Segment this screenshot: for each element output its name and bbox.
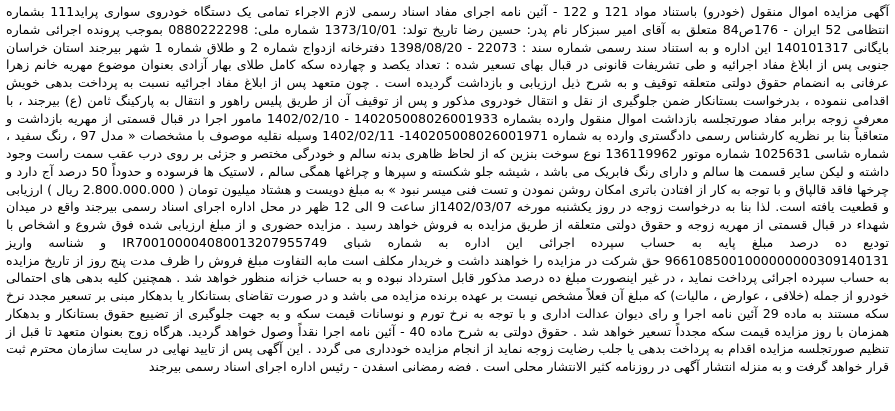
notice-body-text: آگهی مزایده اموال منقول (خودرو) باستناد مواد 121 و 122 - آئین نامه اجرای مفاد اسناد رسمی لازم الاجراء تمامی یک دستگاه خودروی سواری پراید111 بشماره انتظامی 52 ایران - 176ص84 متعلق به آقای امیر سبزکار نام پدر: حسین رضا تاریخ تولد: 1373/10/01 شماره ملی: 0880222298 بموجب پرونده اجرائی شماره بایگانی 140101317 این اداره و به استناد سند رسمی شماره سند : 22073 - 1398/08/20 دفترخانه ازدواج شماره 2 و طلاق شماره 1 شهر بیرجند استان خراسان جنوبی پس از ابلاغ مفاد اجرائیه و طی تشریفات قانونی در قبال بهای تسعیر شده : تعداد یکصد و چهارده سکه کامل طلای بهار آزادی بعنوان موضوع مهریه خانم زهرا عرفانی به انضمام حقوق دولتی متعلقه توقیف و به شرح ذیل ارزیابی و بازداشت گردیده است . چون متعهد پس از ابلاغ مفاد اجرائیه نسبت به پرداخت بدهی خویش اقدامی ننموده ، بدرخواست بستانکار ضمن جلوگیری از نقل و انتقال خودروی مذکور و پس از توقیف آن از طریق پلیس راهور و انتقال به پارکینگ ثامن (ع) بیرجند ، با معرفی زوجه برابر مفاد صورتجلسه بازداشت اموال منقول وارده بشماره 140205008026001933 - 1402/02/10 مامور اجرا در قبال قسمتی از مهریه بازداشت و متعاقباً بنا بر نظریه کارشناس رسمی دادگستری وارده به شماره 140205008026001971- 1402/02/11 وسیله نقلیه موصوف با مشخصات « مدل 97 ، رنگ سفید ، شماره شاسی 1025631 شماره موتور 136119962 نوع سوخت بنزین که از لحاظ ظاهری بدنه سالم و خودرگی مختصر و جزئی بر روی درب عقب سمت راست وجود داشته و لیکن سایر قسمت ها سالم و دارای رنگ فابریک می باشد ، شیشه جلو شکسته و سپرها و چراغها همگی سالم ، لاستیک ها فرسوده و حدوداً 50 درصد آج دارد و چرخها فاقد قالپاق و با توجه به کار از افتادن باتری امکان روشن نمودن و تست فنی میسر نبود » به مبلغ دویست و هشتاد میلیون تومان ( 2.800.000.000 ریال ) ارزیابی و قطعیت یافته است. لذا بنا به درخواست زوجه در روز یکشنبه مورخه 1402/03/07از ساعت 9 الی 12 ظهر در محل اداره اجرای اسناد رسمی بیرجند واقع در میدان شهداء در قبال قسمتی از مهریه زوجه و حقوق دولتی متعلقه از طریق مزایده به فروش خواهد رسید . مزایده حضوری و از مبلغ ارزیابی شده فوق شروع و اشخاص با تودیع ده درصد مبلغ پایه به حساب سپرده اجرائی این اداره به شماره شبای IR700100004080013207955749 و شناسه واریز 9661085001000000000309140131 حق شرکت در مزایده را خواهند داشت و خریدار مکلف است مابه التفاوت مبلغ فروش را ظرف مدت پنج روز از تاریخ مزایده به حساب سپرده اجرائی پرداخت نماید ، در غیر اینصورت مبلغ ده درصد مذکور قابل استرداد نبوده و به حساب خزانه منظور خواهد شد . همچنین کلیه بدهی های احتمالی خودرو از جمله (خلافی ، عوارض ، مالیات) که مبلغ آن فعلاً مشخص نیست بر عهده برنده مزایده می باشد و در صورت تقاضای بستانکار یا بدهکار مبنی بر تسعیر مجدد نرخ سکه مستند به ماده 29 آئین نامه اجرا و رای دیوان عدالت اداری و با توجه به نرخ تورم و نوسانات قیمت سکه و به جهت جلوگیری از تضییع حقوق بستانکار و بدهکار همزمان با روز مزایده قیمت سکه مجدداً تسعیر خواهد شد . حقوق دولتی به شرح ماده 40 - آئین نامه اجرا نقداً وصول خواهد گردید. هرگاه زوج بعنوان متعهد تا قبل از تنظیم صورتجلسه مزایده اقدام به پرداخت بدهی یا جلب رضایت زوجه نماید از انجام مزایده خودداری می گردد . این آگهی پس از تایید نهایی در سایت سازمان محترم ثبت قرار خواهد گرفت و به منزله انتشار آگهی در روزنامه کثیر الانتشار محلی است . فضه رمضانی اسفدن - رئیس اداره اجرای اسناد رسمی بیرجند: [6, 4, 890, 374]
